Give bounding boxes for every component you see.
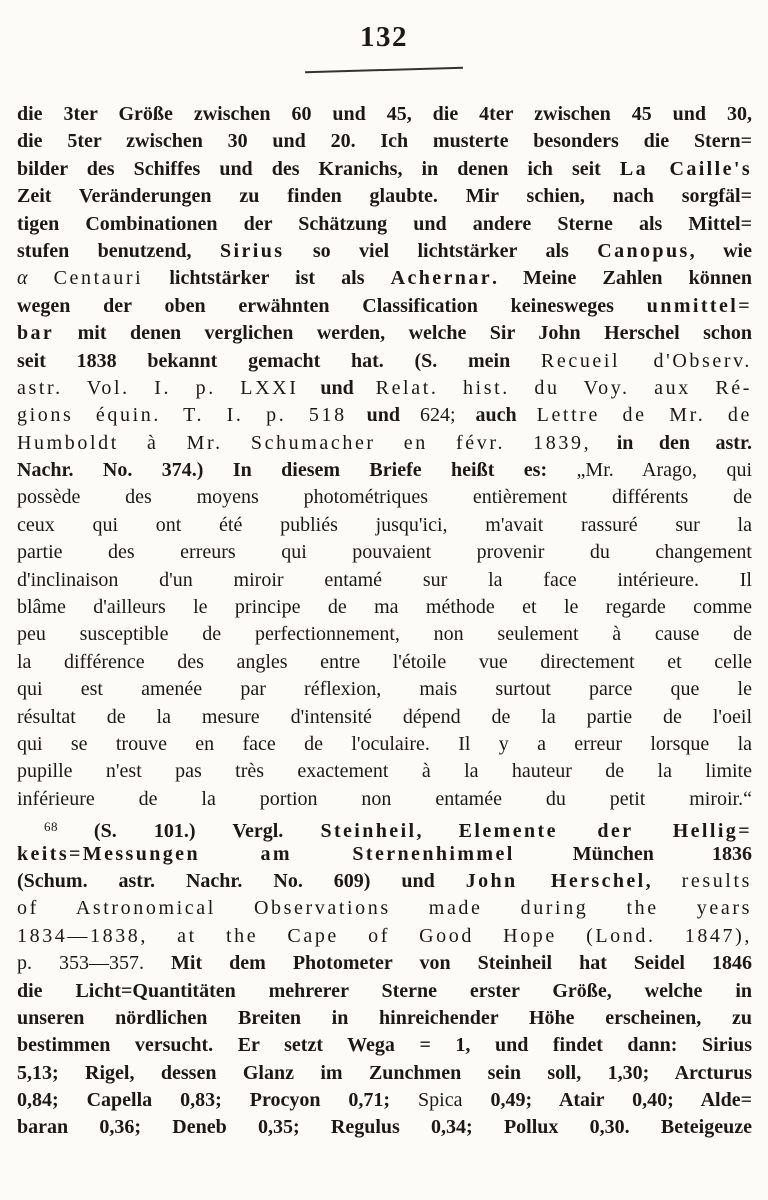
text-line: [17, 567, 752, 594]
header-rule: [305, 67, 463, 73]
text-segment: John Herschel: [465, 869, 646, 892]
text-segment: baran 0,36; Deneb 0,35; Regulus 0,34; Pollux 0,30. Beteigeuze: [17, 1116, 752, 1139]
text-segment: . Meine Zahlen können: [492, 267, 753, 290]
text-line: [17, 238, 752, 265]
text-segment: in den astr.: [591, 431, 752, 454]
text-segment: München 1836: [514, 842, 752, 865]
text-segment: (S. 101.) Vergl.: [93, 820, 321, 843]
text-segment: tigen Combinationen der Schätzung und andere Sterne als Mittel=: [17, 212, 752, 235]
text-segment: , wie: [689, 239, 752, 262]
text-segment: 1834—1838, at the Cape of Good Hope (Lond. 1847),: [17, 924, 752, 947]
text-line: [17, 594, 752, 621]
text-line: [17, 457, 752, 484]
text-segment: Nachr. No. 374.) In diesem Briefe heißt es:: [17, 459, 577, 482]
text-segment: gions équin. T. I. p. 518: [17, 404, 347, 427]
text-segment: so viel lichtstärker als: [284, 239, 598, 262]
text-line: [17, 649, 752, 676]
text-line: [17, 841, 752, 868]
text-segment: α: [17, 267, 54, 290]
text-line: [17, 402, 752, 429]
text-segment: bar: [17, 322, 55, 345]
text-segment: pupille n'est pas très exactement à la hauteur de la limite: [17, 760, 752, 783]
text-segment: résultat de la mesure d'intensité dépend de la partie de l'oeil: [17, 705, 752, 728]
text-line: [17, 621, 752, 648]
text-line: [17, 731, 752, 758]
text-segment: Relat. hist. du Voy. aux Ré-: [375, 376, 752, 399]
text-line: [17, 786, 752, 813]
text-segment: peu susceptible de perfectionnement, non seulement à cause de: [17, 623, 752, 646]
text-segment: 624;: [420, 404, 456, 427]
text-segment: und: [298, 376, 376, 399]
text-line: [17, 156, 752, 183]
text-segment: ,: [416, 820, 459, 843]
text-line: [17, 813, 752, 843]
text-segment: blâme d'ailleurs le principe de ma méthode et le regarde comme: [17, 596, 752, 619]
text-segment: stufen benutzend,: [17, 239, 220, 262]
text-segment: die 3ter Größe zwischen 60 und 45, die 4ter zwischen 45 und 30,: [17, 103, 752, 125]
text-segment: 68: [44, 819, 94, 835]
text-segment: und: [346, 404, 420, 427]
text-segment: p. 353—357.: [17, 952, 145, 975]
text-segment: Canopus: [597, 239, 690, 262]
text-segment: unmittel=: [646, 294, 752, 317]
text-segment: wegen der oben erwähnten Classification keinesweges: [17, 294, 647, 317]
text-segment: 0,84; Capella 0,83; Procyon 0,71;: [17, 1089, 419, 1112]
text-line: [17, 1005, 752, 1032]
text-block: [17, 101, 752, 1142]
text-line: [17, 320, 752, 347]
text-segment: d'inclinaison d'un miroir entamé sur la face intérieure. Il: [17, 568, 752, 591]
text-segment: mit denen verglichen werden, welche Sir John Herschel schon: [54, 322, 752, 345]
text-line: [17, 512, 752, 539]
text-segment: (Schum. astr. Nachr. No. 609) und: [17, 869, 466, 892]
text-segment: 5,13; Rigel, dessen Glanz im Zunchmen sein soll, 1,30; Arcturus: [17, 1061, 752, 1084]
text-segment: lichtstärker ist als: [143, 267, 391, 290]
text-segment: ceux qui ont été publiés jusqu'ici, m'avait rassuré sur la: [17, 513, 752, 536]
text-segment: possède des moyens photométriques entièrement différents de: [17, 486, 752, 509]
text-line: [17, 978, 752, 1005]
text-segment: die 5ter zwischen 30 und 20. Ich musterte besonders die Stern=: [17, 130, 752, 153]
text-segment: Zeit Veränderungen zu finden glaubte. Mir schien, nach sorgfäl=: [17, 185, 752, 208]
text-line: [17, 950, 752, 977]
text-segment: partie des erreurs qui pouvaient provenir du changement: [17, 541, 752, 564]
text-line: [17, 265, 752, 292]
text-segment: Mit dem Photometer von Steinheil hat Seidel 1846: [144, 952, 753, 975]
text-segment: Lettre de Mr. de: [536, 404, 752, 427]
text-segment: inférieure de la portion non entamée du petit miroir.“: [17, 787, 752, 810]
text-segment: unseren nördlichen Breiten in hinreichender Höhe erscheinen, zu: [17, 1006, 752, 1029]
text-segment: Spica: [418, 1089, 463, 1112]
text-segment: 0,49; Atair 0,40; Alde=: [462, 1089, 752, 1112]
text-segment: Centauri: [53, 267, 144, 290]
text-segment: Humboldt à Mr. Schumacher en févr. 1839,: [17, 431, 592, 454]
text-segment: Steinheil: [320, 820, 417, 843]
page-number: 132: [360, 21, 408, 53]
text-line: [17, 375, 752, 402]
text-segment: of Astronomical Observations made during the years: [17, 897, 752, 920]
text-segment: la différence des angles entre l'étoile vue directement et celle: [17, 650, 752, 673]
text-segment: bilder des Schiffes und des Kranichs, in denen ich seit: [17, 157, 620, 180]
text-line: [17, 676, 752, 703]
text-segment: keits=Messungen am Sternenhimmel: [17, 842, 515, 865]
text-segment: Sirius: [219, 239, 285, 262]
text-line: [17, 128, 752, 155]
text-segment: Achernar: [390, 267, 493, 290]
text-segment: qui se trouve en face de l'oculaire. Il y a erreur lorsque la: [17, 732, 752, 755]
text-segment: ,: [645, 869, 682, 892]
text-line: [17, 895, 752, 922]
text-line: [17, 101, 752, 128]
text-line: [17, 539, 752, 566]
text-segment: qui est amenée par réflexion, mais surtout parce que le: [17, 678, 752, 701]
text-segment: Recueil d'Observ.: [540, 349, 752, 372]
text-line: [17, 211, 752, 238]
text-segment: seit 1838 bekannt gemacht hat. (S. mein: [17, 349, 541, 372]
text-segment: die Licht=Quantitäten mehrerer Sterne erster Größe, welche in: [17, 979, 752, 1002]
text-line: [17, 183, 752, 210]
text-segment: astr. Vol. I. p. LXXI: [17, 376, 299, 399]
text-line: [17, 1032, 752, 1059]
text-line: [17, 348, 752, 375]
text-line: [17, 1114, 752, 1141]
text-line: [17, 484, 752, 511]
text-segment: auch: [455, 404, 537, 427]
text-line: [17, 430, 752, 457]
text-segment: „Mr. Arago, qui: [576, 459, 753, 482]
text-line: [17, 293, 752, 320]
text-line: [17, 923, 752, 950]
text-line: [17, 868, 752, 895]
text-segment: La Caille's: [619, 157, 753, 180]
text-line: [17, 704, 752, 731]
text-segment: bestimmen versucht. Er setzt Wega = 1, und findet dann: Sirius: [17, 1034, 752, 1057]
text-segment: Elemente der Hellig=: [458, 820, 752, 843]
text-segment: results: [681, 869, 752, 892]
text-line: [17, 1060, 752, 1087]
text-line: [17, 758, 752, 785]
text-line: [17, 1087, 752, 1114]
